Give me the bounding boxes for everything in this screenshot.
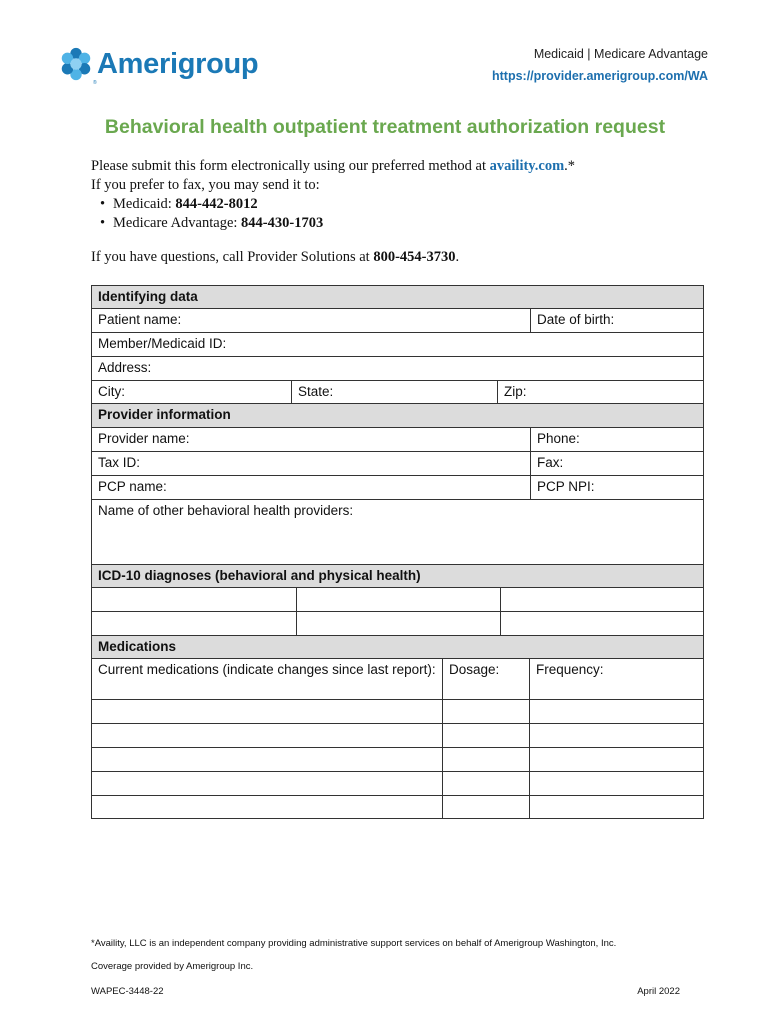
icd-cell[interactable] — [500, 612, 703, 635]
fax-label: Medicaid: — [113, 196, 176, 212]
frequency-cell[interactable] — [529, 700, 703, 723]
pcp-name-field[interactable]: PCP name: — [98, 479, 167, 494]
questions-suffix: . — [455, 249, 460, 265]
frequency-cell[interactable] — [529, 772, 703, 795]
medication-row — [91, 700, 704, 724]
medications-header-row — [91, 659, 704, 700]
logo-wordmark: Amerigroup — [97, 47, 259, 80]
dosage-label: Dosage: — [442, 659, 529, 699]
medication-cell[interactable] — [92, 796, 442, 818]
questions-text: If you have questions, call Provider Solutions at — [91, 249, 374, 265]
city-row — [91, 380, 704, 404]
icd-cell[interactable] — [92, 588, 296, 611]
patient-row — [91, 309, 704, 333]
coverage-note: Coverage provided by Amerigroup Inc. — [91, 961, 254, 972]
dosage-cell[interactable] — [442, 748, 529, 771]
section-heading: ICD-10 diagnoses (behavioral and physical health) — [98, 568, 421, 583]
patient-name-field[interactable]: Patient name: — [98, 312, 182, 327]
city-field[interactable]: City: — [98, 384, 125, 399]
provider-row — [91, 428, 704, 452]
header-info — [492, 47, 708, 83]
section-icd — [91, 565, 704, 588]
icd-cell[interactable] — [92, 612, 296, 635]
icd-row — [91, 612, 704, 636]
registered-mark: ® — [93, 80, 97, 86]
medication-cell[interactable] — [92, 700, 442, 723]
current-medications-label: Current medications (indicate changes since last report): — [98, 662, 436, 677]
address-field[interactable]: Address: — [98, 360, 152, 375]
questions-line — [91, 248, 575, 267]
fax-number: 844-442-8012 — [175, 196, 258, 212]
medication-row — [91, 724, 704, 748]
zip-field[interactable]: Zip: — [497, 381, 703, 403]
provider-solutions-phone: 800-454-3730 — [373, 249, 456, 265]
address-row — [91, 357, 704, 380]
pcp-npi-field[interactable]: PCP NPI: — [530, 476, 703, 499]
icd-cell[interactable] — [500, 588, 703, 611]
section-identifying — [91, 285, 704, 309]
flower-logo-icon — [57, 45, 95, 83]
state-field[interactable]: State: — [291, 381, 497, 403]
fax-list — [91, 195, 575, 233]
frequency-label: Frequency: — [529, 659, 703, 699]
frequency-cell[interactable] — [529, 748, 703, 771]
member-row — [91, 333, 704, 357]
fax-instruction: If you prefer to fax, you may send it to: — [91, 177, 320, 193]
amerigroup-logo — [57, 44, 258, 84]
authorization-form — [91, 285, 704, 819]
dosage-cell[interactable] — [442, 700, 529, 723]
fax-item-medicaid — [91, 195, 575, 214]
form-id: WAPEC-3448-22 — [91, 986, 164, 997]
submit-instruction — [91, 157, 575, 176]
section-heading: Medications — [98, 639, 177, 654]
fax-label: Medicare Advantage: — [113, 215, 242, 231]
dosage-cell[interactable] — [442, 796, 529, 818]
icd-cell[interactable] — [296, 588, 500, 611]
other-providers-field[interactable]: Name of other behavioral health providers: — [98, 503, 354, 518]
medication-cell[interactable] — [92, 724, 442, 747]
submit-text: Please submit this form electronically using our preferred method at — [91, 158, 490, 174]
icd-cell[interactable] — [296, 612, 500, 635]
section-medications — [91, 636, 704, 659]
section-heading: Provider information — [98, 407, 231, 422]
medication-row — [91, 748, 704, 772]
provider-name-field[interactable]: Provider name: — [98, 431, 190, 446]
submit-suffix: .* — [564, 158, 576, 174]
member-id-field[interactable]: Member/Medicaid ID: — [98, 336, 227, 351]
phone-field[interactable]: Phone: — [530, 428, 703, 451]
fax-number: 844-430-1703 — [241, 215, 324, 231]
fax-field[interactable]: Fax: — [530, 452, 703, 475]
other-providers-row — [91, 500, 704, 565]
icd-row — [91, 588, 704, 612]
fax-item-medicare — [91, 214, 575, 233]
dosage-cell[interactable] — [442, 772, 529, 795]
medication-row — [91, 772, 704, 796]
tax-id-field[interactable]: Tax ID: — [98, 455, 141, 470]
pcp-row — [91, 476, 704, 500]
medication-cell[interactable] — [92, 748, 442, 771]
provider-url-link[interactable]: https://provider.amerigroup.com/WA — [492, 69, 708, 83]
availity-disclaimer: *Availity, LLC is an independent company providing administrative support services on behalf of Amerigroup Washington, Inc. — [91, 938, 617, 949]
section-heading: Identifying data — [98, 289, 198, 304]
frequency-cell[interactable] — [529, 724, 703, 747]
instructions — [91, 157, 575, 267]
medication-cell[interactable] — [92, 772, 442, 795]
plan-types: Medicaid | Medicare Advantage — [533, 47, 708, 61]
section-provider — [91, 404, 704, 428]
dob-field[interactable]: Date of birth: — [530, 309, 703, 332]
page-title: Behavioral health outpatient treatment authorization request — [104, 116, 666, 138]
availity-link[interactable]: availity.com — [489, 158, 565, 174]
dosage-cell[interactable] — [442, 724, 529, 747]
frequency-cell[interactable] — [529, 796, 703, 818]
medication-row — [91, 796, 704, 819]
revision-date: April 2022 — [637, 986, 680, 997]
tax-row — [91, 452, 704, 476]
